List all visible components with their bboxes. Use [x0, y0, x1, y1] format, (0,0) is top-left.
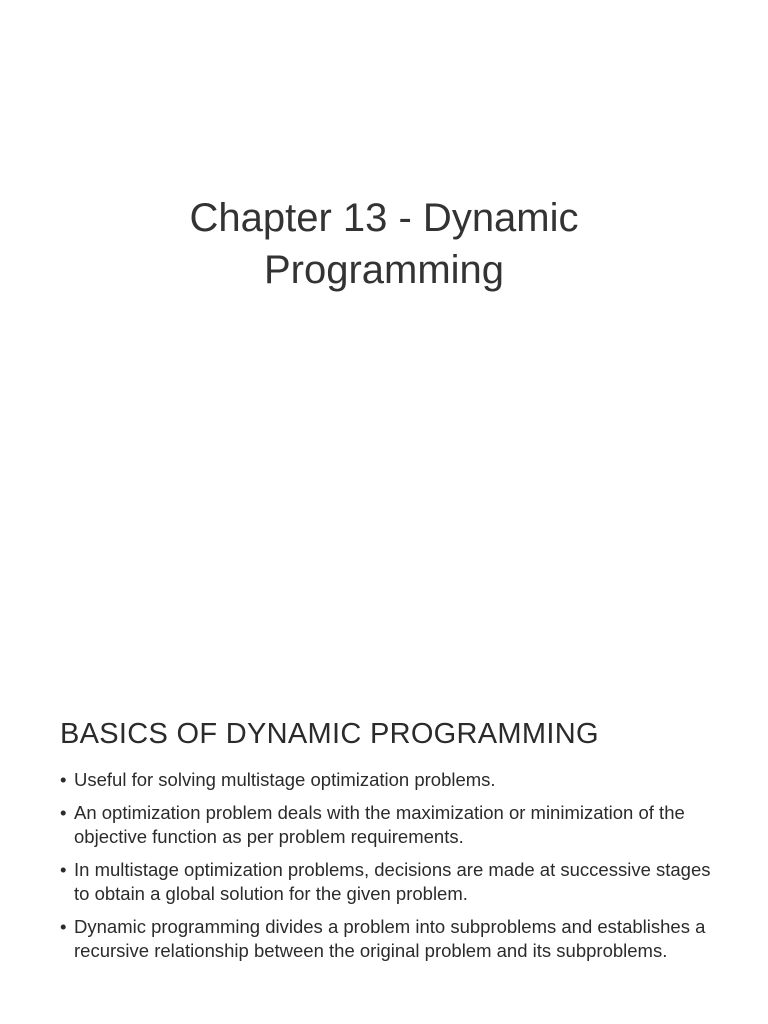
- bullet-list: [60, 768, 720, 972]
- slide-title-line-2: Programming: [263, 248, 505, 292]
- content-slide: [0, 576, 768, 1024]
- bullet-icon: •: [60, 916, 67, 937]
- bullet-text: In multistage optimization problems, decisions are made at successive stages to obtain a global solution for the given problem.: [74, 859, 711, 904]
- slide-title-line-1: Chapter 13 - Dynamic: [189, 196, 579, 240]
- bullet-text: An optimization problem deals with the maximization or minimization of the objective function as per problem requirements.: [74, 802, 685, 847]
- bullet-item: [60, 915, 720, 963]
- bullet-text: Dynamic programming divides a problem into subproblems and establishes a recursive relationship between the original problem and its subproblems.: [74, 916, 706, 961]
- bullet-item: [60, 858, 720, 906]
- bullet-icon: •: [60, 802, 67, 823]
- bullet-item: [60, 801, 720, 849]
- bullet-item: [60, 768, 720, 792]
- bullet-icon: •: [60, 769, 67, 790]
- bullet-text: Useful for solving multistage optimization problems.: [74, 769, 496, 790]
- section-heading: BASICS OF DYNAMIC PROGRAMMING: [60, 718, 599, 750]
- slide-title: [0, 192, 768, 296]
- bullet-icon: •: [60, 859, 67, 880]
